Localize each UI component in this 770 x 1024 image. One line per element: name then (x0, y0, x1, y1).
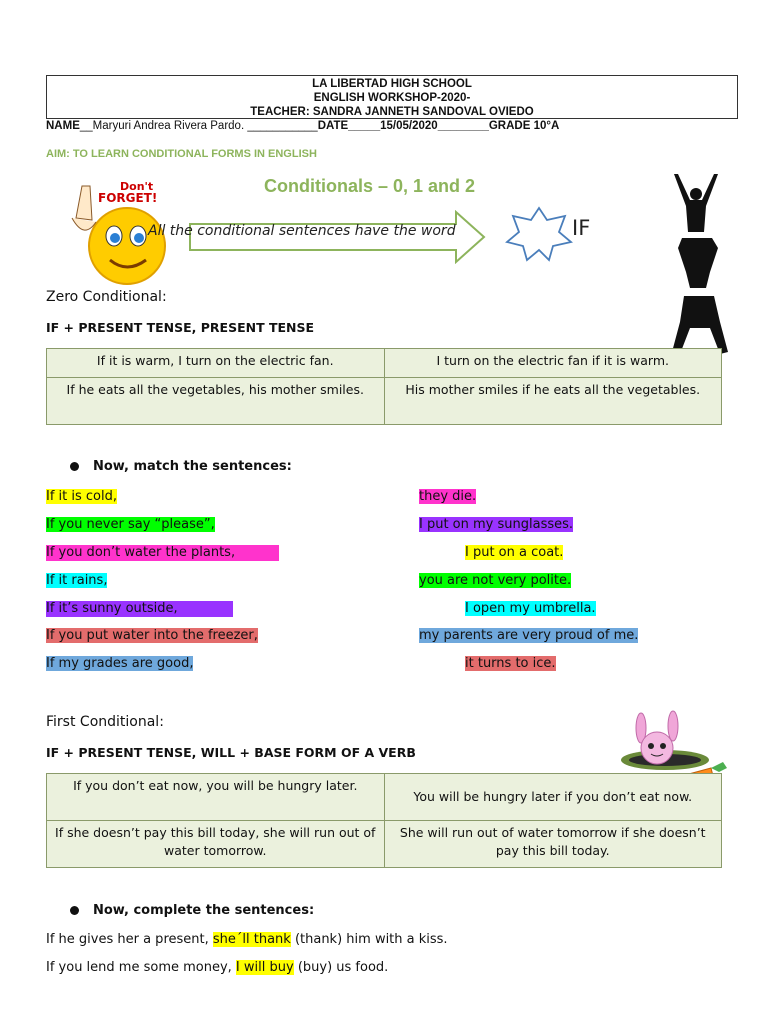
bullet-icon (70, 906, 79, 915)
zero-conditional-heading: Zero Conditional: (46, 289, 167, 305)
teacher-name: TEACHER: SANDRA JANNETH SANDOVAL OVIEDO (250, 106, 534, 118)
match-right-item: they die. (419, 489, 477, 504)
table-cell: If it is warm, I turn on the electric fan. (47, 349, 385, 378)
match-instruction (70, 459, 292, 474)
match-left-item: If my grades are good, (46, 656, 194, 671)
zero-conditional-table (46, 348, 722, 425)
match-right-item: it turns to ice. (465, 656, 556, 671)
student-info-line (46, 120, 746, 132)
first-conditional-table (46, 773, 722, 868)
match-right-item: I open my umbrella. (465, 601, 596, 616)
table-cell: You will be hungry later if you don’t eat now. (384, 774, 722, 821)
match-left-item: If it rains, (46, 573, 108, 588)
school-name: LA LIBERTAD HIGH SCHOOL (312, 78, 472, 90)
complete-instruction (70, 903, 314, 918)
workshop-title: ENGLISH WORKSHOP-2020- (313, 92, 471, 104)
complete-sentence-1 (46, 932, 448, 947)
date-value: _____15/05/2020________ (348, 120, 489, 132)
table-row (47, 378, 722, 425)
match-right-item: my parents are very proud of me. (419, 628, 639, 643)
table-cell: I turn on the electric fan if it is warm. (384, 349, 722, 378)
sentence-prefix: If he gives her a present, (46, 932, 213, 947)
match-left-item: If it’s sunny outside, (46, 601, 233, 617)
match-right-item: you are not very polite. (419, 573, 572, 588)
first-conditional-rule: IF + PRESENT TENSE, WILL + BASE FORM OF A VERB (46, 745, 416, 760)
match-left-item: If you never say “please”, (46, 517, 215, 532)
student-name: __Maryuri Andrea Rivera Pardo. ___________ (79, 120, 318, 132)
name-label: NAME (46, 120, 80, 132)
match-instruction-text: Now, match the sentences: (93, 459, 292, 474)
table-row (47, 821, 722, 868)
if-word: IF (572, 216, 591, 240)
date-label: DATE (317, 120, 349, 132)
sentence-suffix: (thank) him with a kiss. (290, 932, 448, 947)
match-left-item: If you put water into the freezer, (46, 628, 258, 643)
match-left-item: If it is cold, (46, 489, 117, 504)
sentence-prefix: If you lend me some money, (46, 960, 236, 975)
match-right-item: I put on a coat. (465, 545, 564, 560)
conditional-note: All the conditional sentences have the word (148, 223, 456, 239)
sentence-suffix: (buy) us food. (293, 960, 389, 975)
match-left-item: If you don’t water the plants, (46, 545, 279, 561)
table-row (47, 774, 722, 821)
page-title: Conditionals – 0, 1 and 2 (264, 176, 476, 196)
aim-text: AIM: TO LEARN CONDITIONAL FORMS IN ENGLISH (46, 148, 317, 160)
answer-highlight: she´ll thank (212, 932, 291, 947)
table-cell: She will run out of water tomorrow if she doesn’t pay this bill today. (384, 821, 722, 868)
table-cell: His mother smiles if he eats all the vegetables. (384, 378, 722, 425)
zero-conditional-rule: IF + PRESENT TENSE, PRESENT TENSE (46, 320, 315, 335)
answer-highlight: I will buy (235, 960, 294, 975)
bullet-icon (70, 462, 79, 471)
forget-label: FORGET! (98, 191, 158, 205)
table-cell: If she doesn’t pay this bill today, she will run out of water tomorrow. (47, 821, 385, 868)
grade-label: GRADE 10°A (488, 120, 560, 132)
table-row (47, 349, 722, 378)
header-box (46, 75, 738, 119)
stacked-figures-icon (668, 172, 728, 367)
star-icon (505, 206, 573, 262)
dont-label: Don't (120, 180, 154, 193)
first-conditional-heading: First Conditional: (46, 714, 164, 730)
table-cell: If he eats all the vegetables, his mother smiles. (47, 378, 385, 425)
complete-sentence-2 (46, 960, 388, 975)
match-right-item: I put on my sunglasses. (419, 517, 574, 532)
complete-instruction-text: Now, complete the sentences: (93, 903, 315, 918)
table-cell: If you don’t eat now, you will be hungry later. (47, 774, 385, 821)
